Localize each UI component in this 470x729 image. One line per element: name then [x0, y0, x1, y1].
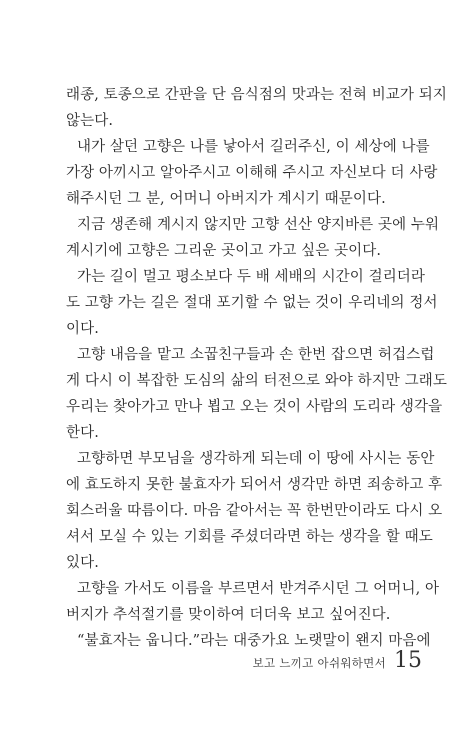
- text-line: 해주시던 그 분, 어머니 아버지가 계시기 때문이다.: [66, 191, 386, 207]
- text-line: 가장 아끼시고 알아주시고 이해해 주시고 자신보다 더 사랑: [66, 165, 438, 181]
- text-line: 가는 길이 멀고 평소보다 두 배 세배의 시간이 걸리더라: [77, 269, 426, 285]
- text-line: 고향하면 부모님을 생각하게 되는데 이 땅에 사시는 동안: [77, 451, 435, 467]
- text-line: 않는다.: [66, 113, 114, 129]
- text-line: 도 고향 가는 길은 절대 포기할 수 없는 것이 우리네의 정서: [66, 295, 438, 311]
- text-line: 회스러울 따름이다. 마음 같아서는 꼭 한번만이라도 다시 오: [66, 503, 443, 519]
- text-line: 고향을 가서도 이름을 부르면서 반겨주시던 그 어머니, 아: [77, 581, 440, 597]
- page-footer: [200, 648, 422, 673]
- body-text: [66, 82, 447, 654]
- text-line: 셔서 모실 수 있는 기회를 주셨더라면 하는 생각을 할 때도: [66, 529, 433, 545]
- text-line: 한다.: [66, 425, 99, 441]
- text-line: 계시기에 고향은 그리운 곳이고 가고 싶은 곳이다.: [66, 243, 382, 259]
- page-number: 15: [394, 648, 422, 673]
- text-line: 에 효도하지 못한 불효자가 되어서 생각만 하면 죄송하고 후: [66, 477, 443, 493]
- text-line: 우리는 찾아가고 만나 뵙고 오는 것이 사람의 도리라 생각을: [66, 399, 443, 415]
- text-line: 내가 살던 고향은 나를 낳아서 길러주신, 이 세상에 나를: [77, 139, 430, 155]
- text-line: 고향 내음을 맡고 소꿉친구들과 손 한번 잡으면 허겁스럽: [77, 347, 435, 363]
- text-line: 래종, 토종으로 간판을 단 음식점의 맛과는 전혀 비교가 되지: [66, 87, 447, 103]
- text-line: 있다.: [66, 555, 99, 571]
- text-line: 지금 생존해 계시지 않지만 고향 선산 양지바른 곳에 누워: [77, 217, 440, 233]
- text-line: 이다.: [66, 321, 99, 337]
- running-title: 보고 느끼고 아쉬워하면서: [252, 656, 386, 670]
- text-line: “불효자는 웁니다.”라는 대중가요 노랫말이 왠지 마음에: [77, 633, 431, 649]
- text-line: 버지가 추석절기를 맞이하여 더더욱 보고 싶어진다.: [66, 607, 391, 623]
- text-line: 게 다시 이 복잡한 도심의 삶의 터전으로 와야 하지만 그래도: [66, 373, 447, 389]
